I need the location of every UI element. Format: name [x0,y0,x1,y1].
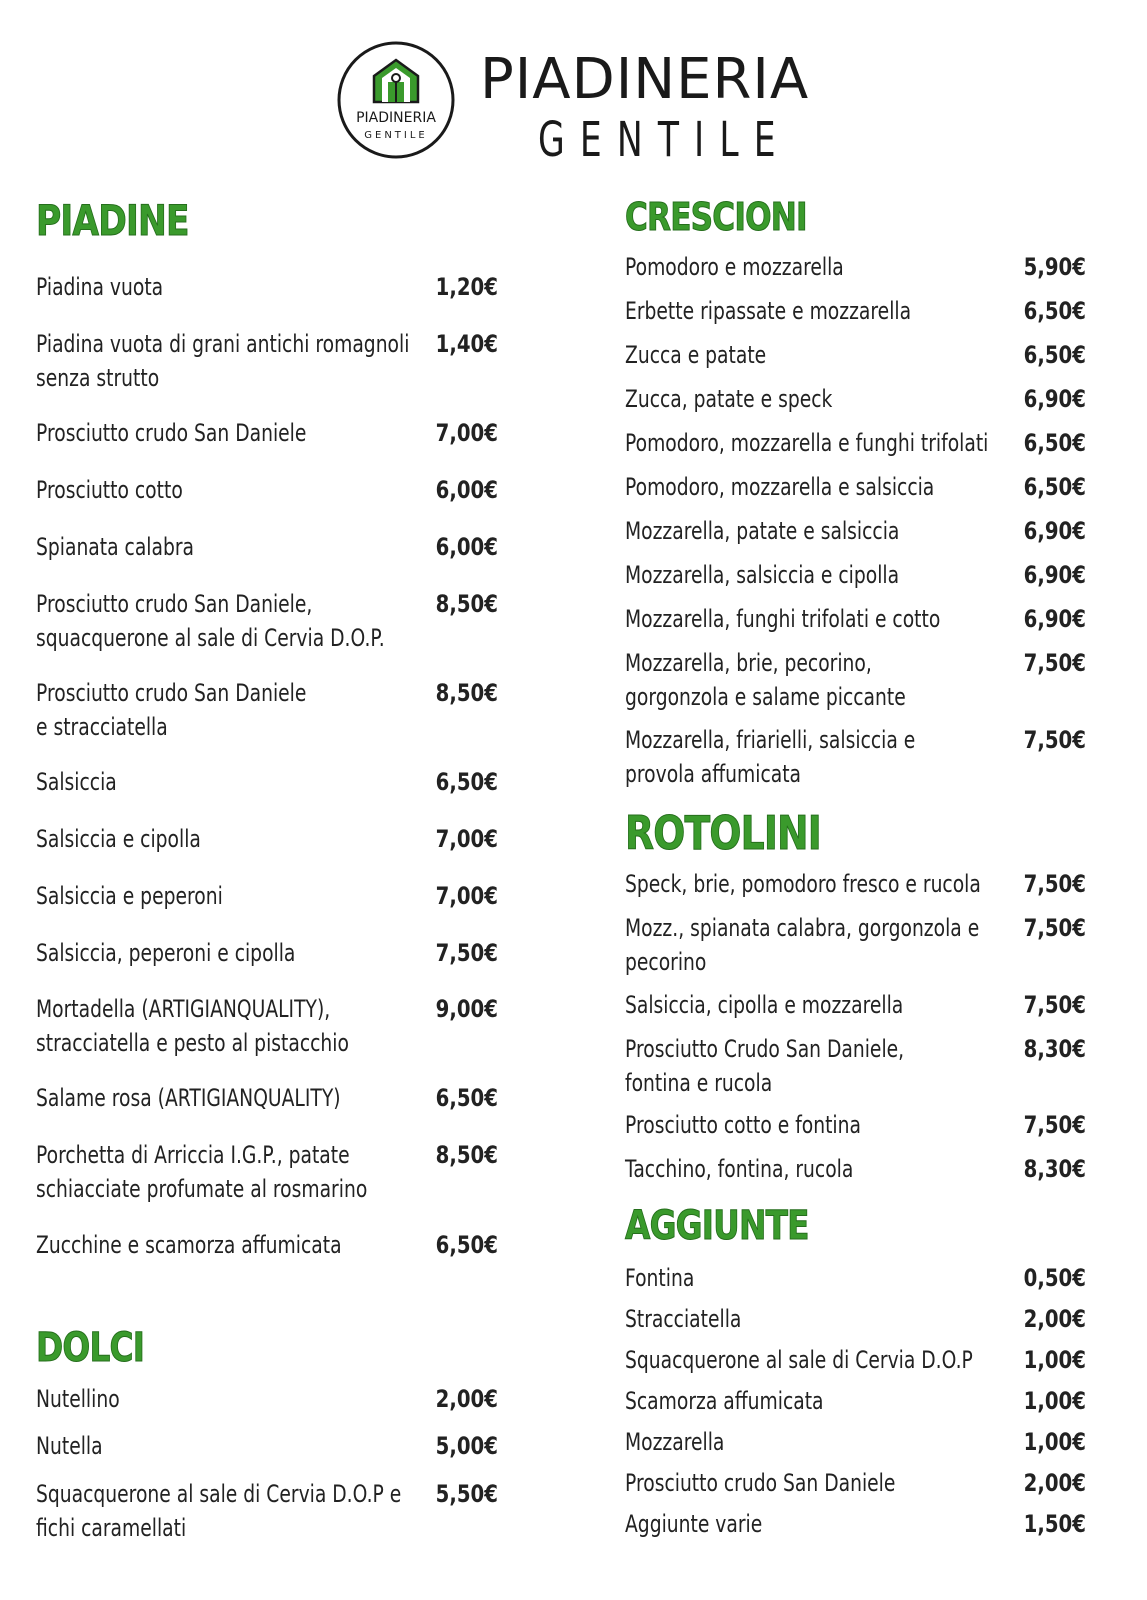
item-name: Salsiccia e peperoni [36,882,223,910]
item-price: 7,50€ [1023,991,1086,1019]
item-price: 7,50€ [1023,870,1086,898]
item-name: Mozzarella, salsiccia e cipolla [625,561,900,589]
item-name: Salsiccia [36,768,117,796]
item-price: 8,50€ [435,590,498,618]
item-name: Pomodoro e mozzarella [625,253,844,281]
item-name: Zucca e patate [625,341,767,369]
item-price: 7,00€ [435,825,498,853]
item-name: Stracciatella [625,1305,742,1333]
item-price: 8,50€ [435,679,498,707]
item-name: Nutella [36,1432,103,1460]
item-name: Salsiccia, peperoni e cipolla [36,939,296,967]
item-price: 5,90€ [1023,253,1086,281]
item-price: 6,50€ [1023,473,1086,501]
item-price: 6,90€ [1023,605,1086,633]
item-price: 9,00€ [435,995,498,1023]
item-price: 6,50€ [1023,341,1086,369]
item-price: 6,50€ [1023,429,1086,457]
item-name: Erbette ripassate e mozzarella [625,297,912,325]
item-price: 2,00€ [435,1385,498,1413]
item-price: 6,50€ [435,1084,498,1112]
item-price: 8,30€ [1023,1155,1086,1183]
item-price: 7,00€ [435,419,498,447]
item-price: 6,00€ [435,476,498,504]
section-title-aggiunte: AGGIUNTE [625,1203,809,1249]
item-name: Prosciutto crudo San Daniele e stracciatella [36,679,307,741]
item-price: 6,00€ [435,533,498,561]
item-price: 1,00€ [1023,1428,1086,1456]
item-name: Nutellino [36,1385,120,1413]
item-price: 8,30€ [1023,1035,1086,1063]
item-price: 7,00€ [435,882,498,910]
item-price: 6,50€ [435,768,498,796]
item-price: 6,50€ [435,1231,498,1259]
brand-name: PIADINERIA [480,47,810,112]
item-price: 1,00€ [1023,1387,1086,1415]
item-name: Zucca, patate e speck [625,385,833,413]
item-price: 8,50€ [435,1141,498,1169]
item-name: Mozzarella, friarielli, salsiccia e provola affumicata [625,726,916,788]
item-name: Mozzarella, patate e salsiccia [625,517,900,545]
item-name: Pomodoro, mozzarella e funghi trifolati [625,429,989,457]
item-price: 1,00€ [1023,1346,1086,1374]
item-name: Prosciutto cotto e fontina [625,1111,861,1139]
item-name: Salsiccia, cipolla e mozzarella [625,991,904,1019]
item-name: Mozzarella, funghi trifolati e cotto [625,605,941,633]
item-name: Mozzarella [625,1428,725,1456]
item-name: Prosciutto crudo San Daniele [625,1469,896,1497]
item-name: Prosciutto Crudo San Daniele, fontina e rucola [625,1035,905,1097]
menu-header [0,38,1147,168]
item-name: Pomodoro, mozzarella e salsiccia [625,473,935,501]
logo-text-2: GENTILE [364,130,428,141]
section-title-rotolini: ROTOLINI [625,806,822,860]
item-name: Mozzarella, brie, pecorino, gorgonzola e salame piccante [625,649,906,711]
item-price: 1,50€ [1023,1510,1086,1538]
item-name: Salsiccia e cipolla [36,825,201,853]
section-title-piadine: PIADINE [36,196,189,245]
item-name: Mozz., spianata calabra, gorgonzola e pecorino [625,914,980,976]
item-name: Piadina vuota di grani antichi romagnoli senza strutto [36,330,410,392]
item-name: Aggiunte varie [625,1510,763,1538]
item-price: 1,20€ [435,273,498,301]
item-price: 5,00€ [435,1432,498,1460]
section-title-dolci: DOLCI [36,1325,145,1371]
item-name: Prosciutto crudo San Daniele [36,419,307,447]
brand-subname: GENTILE [538,112,791,168]
item-name: Squacquerone al sale di Cervia D.O.P e fichi caramellati [36,1480,402,1542]
item-name: Mortadella (ARTIGIANQUALITY), stracciatella e pesto al pistacchio [36,995,349,1057]
item-price: 2,00€ [1023,1305,1086,1333]
item-name: Porchetta di Arriccia I.G.P., patate schiacciate profumate al rosmarino [36,1141,368,1203]
item-name: Fontina [625,1264,695,1292]
item-name: Prosciutto cotto [36,476,183,504]
item-name: Salame rosa (ARTIGIANQUALITY) [36,1084,341,1112]
item-price: 6,90€ [1023,517,1086,545]
item-price: 1,40€ [435,330,498,358]
item-price: 7,50€ [1023,914,1086,942]
item-name: Prosciutto crudo San Daniele, squacquerone al sale di Cervia D.O.P. [36,590,385,652]
item-name: Spianata calabra [36,533,195,561]
item-price: 6,50€ [1023,297,1086,325]
item-price: 7,50€ [435,939,498,967]
logo-text-1: PIADINERIA [356,110,436,126]
item-price: 5,50€ [435,1480,498,1508]
section-title-crescioni: CRESCIONI [625,195,807,239]
item-price: 2,00€ [1023,1469,1086,1497]
item-name: Piadina vuota [36,273,164,301]
item-name: Squacquerone al sale di Cervia D.O.P [625,1346,973,1374]
item-price: 6,90€ [1023,561,1086,589]
item-name: Scamorza affumicata [625,1387,824,1415]
logo-icon [336,40,456,160]
item-price: 0,50€ [1023,1264,1086,1292]
item-name: Speck, brie, pomodoro fresco e rucola [625,870,981,898]
item-price: 7,50€ [1023,649,1086,677]
item-price: 7,50€ [1023,1111,1086,1139]
item-name: Tacchino, fontina, rucola [625,1155,854,1183]
item-price: 6,90€ [1023,385,1086,413]
item-price: 7,50€ [1023,726,1086,754]
item-name: Zucchine e scamorza affumicata [36,1231,342,1259]
